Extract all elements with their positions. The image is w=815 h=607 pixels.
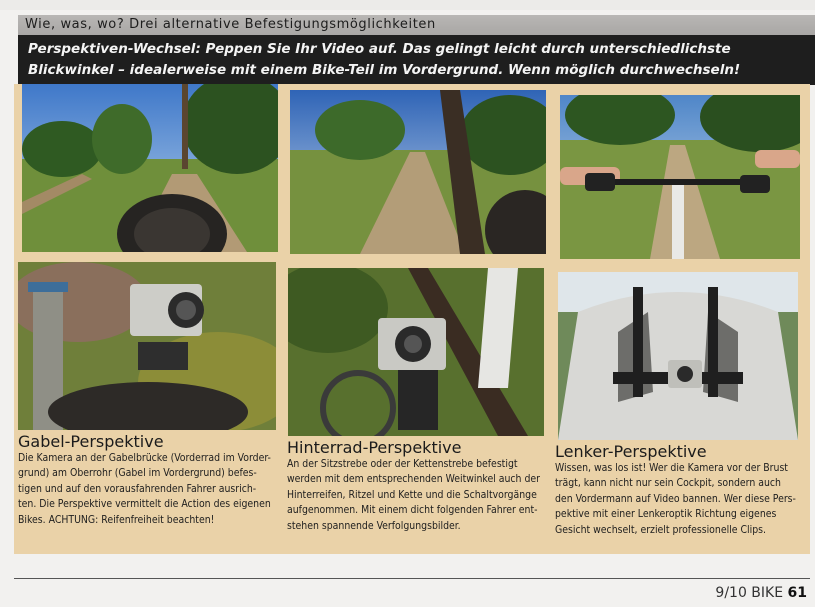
intro-line-2: Blickwinkel – idealerweise mit einem Bike-Teil im Vordergrund. Wenn möglich durchwechseln! (28, 62, 741, 78)
intro-banner (18, 35, 815, 85)
caption-line: tigen und auf den vorausfahrenden Fahrer ausrich- (18, 482, 257, 495)
caption-text-gabel (18, 451, 271, 528)
caption-line: Bikes. ACHTUNG: Reifenfreiheit beachten! (18, 513, 215, 526)
photo-trail-handlebar (560, 95, 800, 259)
caption-title-gabel: Gabel-Perspektive (18, 432, 164, 451)
caption-line: trägt, kann nicht nur sein Cockpit, sondern auch (555, 477, 781, 490)
photo-trail-front-tire (22, 84, 278, 252)
caption-line: Gesicht wechselt, erzielt professionelle Clips. (555, 523, 766, 536)
caption-line: werden mit dem entsprechenden Weitwinkel auch der (287, 473, 540, 486)
photo-trail-seatstay (290, 90, 546, 254)
caption-title-lenker: Lenker-Perspektive (555, 442, 707, 461)
intro-line-1: Perspektiven-Wechsel: Peppen Sie Ihr Video auf. Das gelingt leicht durch unterschiedlichste (28, 41, 731, 57)
page-folio (715, 585, 807, 601)
caption-line: aufgenommen. Mit einem dicht folgenden Fahrer ent- (287, 504, 538, 517)
photo-fork-camera (18, 262, 276, 430)
caption-title-hinterrad: Hinterrad-Perspektive (287, 438, 462, 457)
caption-line: Wissen, was los ist! Wer die Kamera vor der Brust (555, 462, 788, 474)
caption-line: grund) am Oberrohr (Gabel im Vordergrund) befes- (18, 467, 257, 480)
caption-line: stehen spannende Verfolgungsbilder. (287, 519, 461, 532)
caption-line: ten. Die Perspektive vermittelt die Action des eigenen (18, 498, 271, 511)
section-header (18, 15, 815, 35)
photo-rear-wheel-camera (288, 268, 544, 436)
caption-line: Die Kamera an der Gabelbrücke (Vorderrad im Vorder- (18, 452, 271, 464)
top-strip (0, 0, 815, 10)
section-header-title: Wie, was, wo? Drei alternative Befestigungsmöglichkeiten (25, 17, 436, 32)
page-number: 61 (787, 585, 807, 601)
caption-line: An der Sitzstrebe oder der Kettenstrebe befestigt (287, 458, 518, 470)
footer-rule (14, 578, 810, 579)
issue-label: 9/10 BIKE (715, 585, 784, 601)
caption-line: Hinterreifen, Ritzel und Kette und die Schaltvorgänge (287, 488, 537, 501)
caption-text-hinterrad (287, 457, 540, 534)
photo-chest-mount (558, 272, 798, 440)
caption-text-lenker (555, 461, 796, 538)
caption-line: den Vordermann auf Video bannen. Wer diese Pers- (555, 492, 796, 505)
caption-line: pektive mit einer Lenkeroptik Richtung eigenes (555, 508, 777, 521)
